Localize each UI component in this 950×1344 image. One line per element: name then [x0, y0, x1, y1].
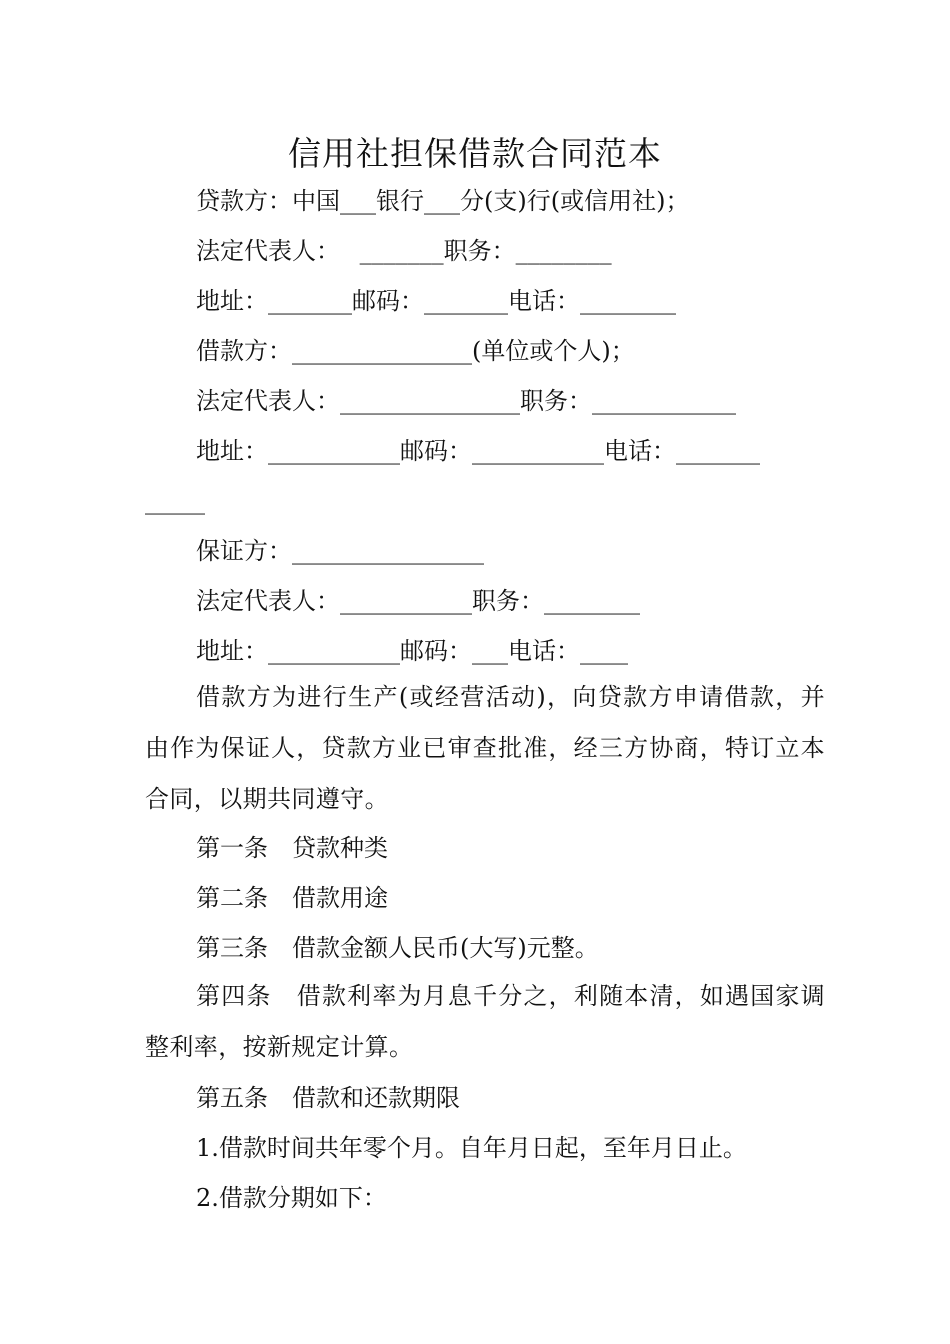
- intro-paragraph: 借款方为进行生产(或经营活动)，向贷款方申请借款，并由作为保证人，贷款方业已审查批准，经三方协商，特订立本合同，以期共同遵守。: [145, 683, 825, 813]
- guarantor-representative-line: 法定代表人：___________职务：________: [196, 587, 640, 615]
- lender-representative-line: 法定代表人： _______职务：________: [196, 237, 612, 265]
- lender-line: 贷款方：中国___银行___分(支)行(或信用社)；: [196, 187, 690, 215]
- document-title: 信用社担保借款合同范本: [288, 134, 662, 173]
- article-5: 第五条 借款和还款期限: [196, 1084, 460, 1112]
- guarantor-line: 保证方：________________: [196, 537, 484, 565]
- article-2: 第二条 借款用途: [196, 884, 388, 912]
- article-5-item-2: 2.借款分期如下：: [196, 1184, 387, 1212]
- article-3: 第三条 借款金额人民币(大写)元整。: [196, 934, 599, 962]
- lender-address-line: 地址：_______邮码：_______电话：________: [196, 287, 676, 315]
- borrower-address-line: 地址：___________邮码：___________电话：_______: [196, 437, 760, 465]
- article-1: 第一条 贷款种类: [196, 834, 388, 862]
- article-5-item-1: 1.借款时间共年零个月。自年月日起，至年月日止。: [196, 1134, 747, 1162]
- guarantor-address-line: 地址：___________邮码：___电话：____: [196, 637, 628, 665]
- article-4: 第四条 借款利率为月息千分之，利随本清，如遇国家调整利率，按新规定计算。: [145, 982, 825, 1061]
- borrower-line: 借款方：_______________(单位或个人)；: [196, 337, 635, 365]
- borrower-phone-continuation: _____: [145, 487, 205, 515]
- borrower-representative-line: 法定代表人：_______________职务：____________: [196, 387, 736, 415]
